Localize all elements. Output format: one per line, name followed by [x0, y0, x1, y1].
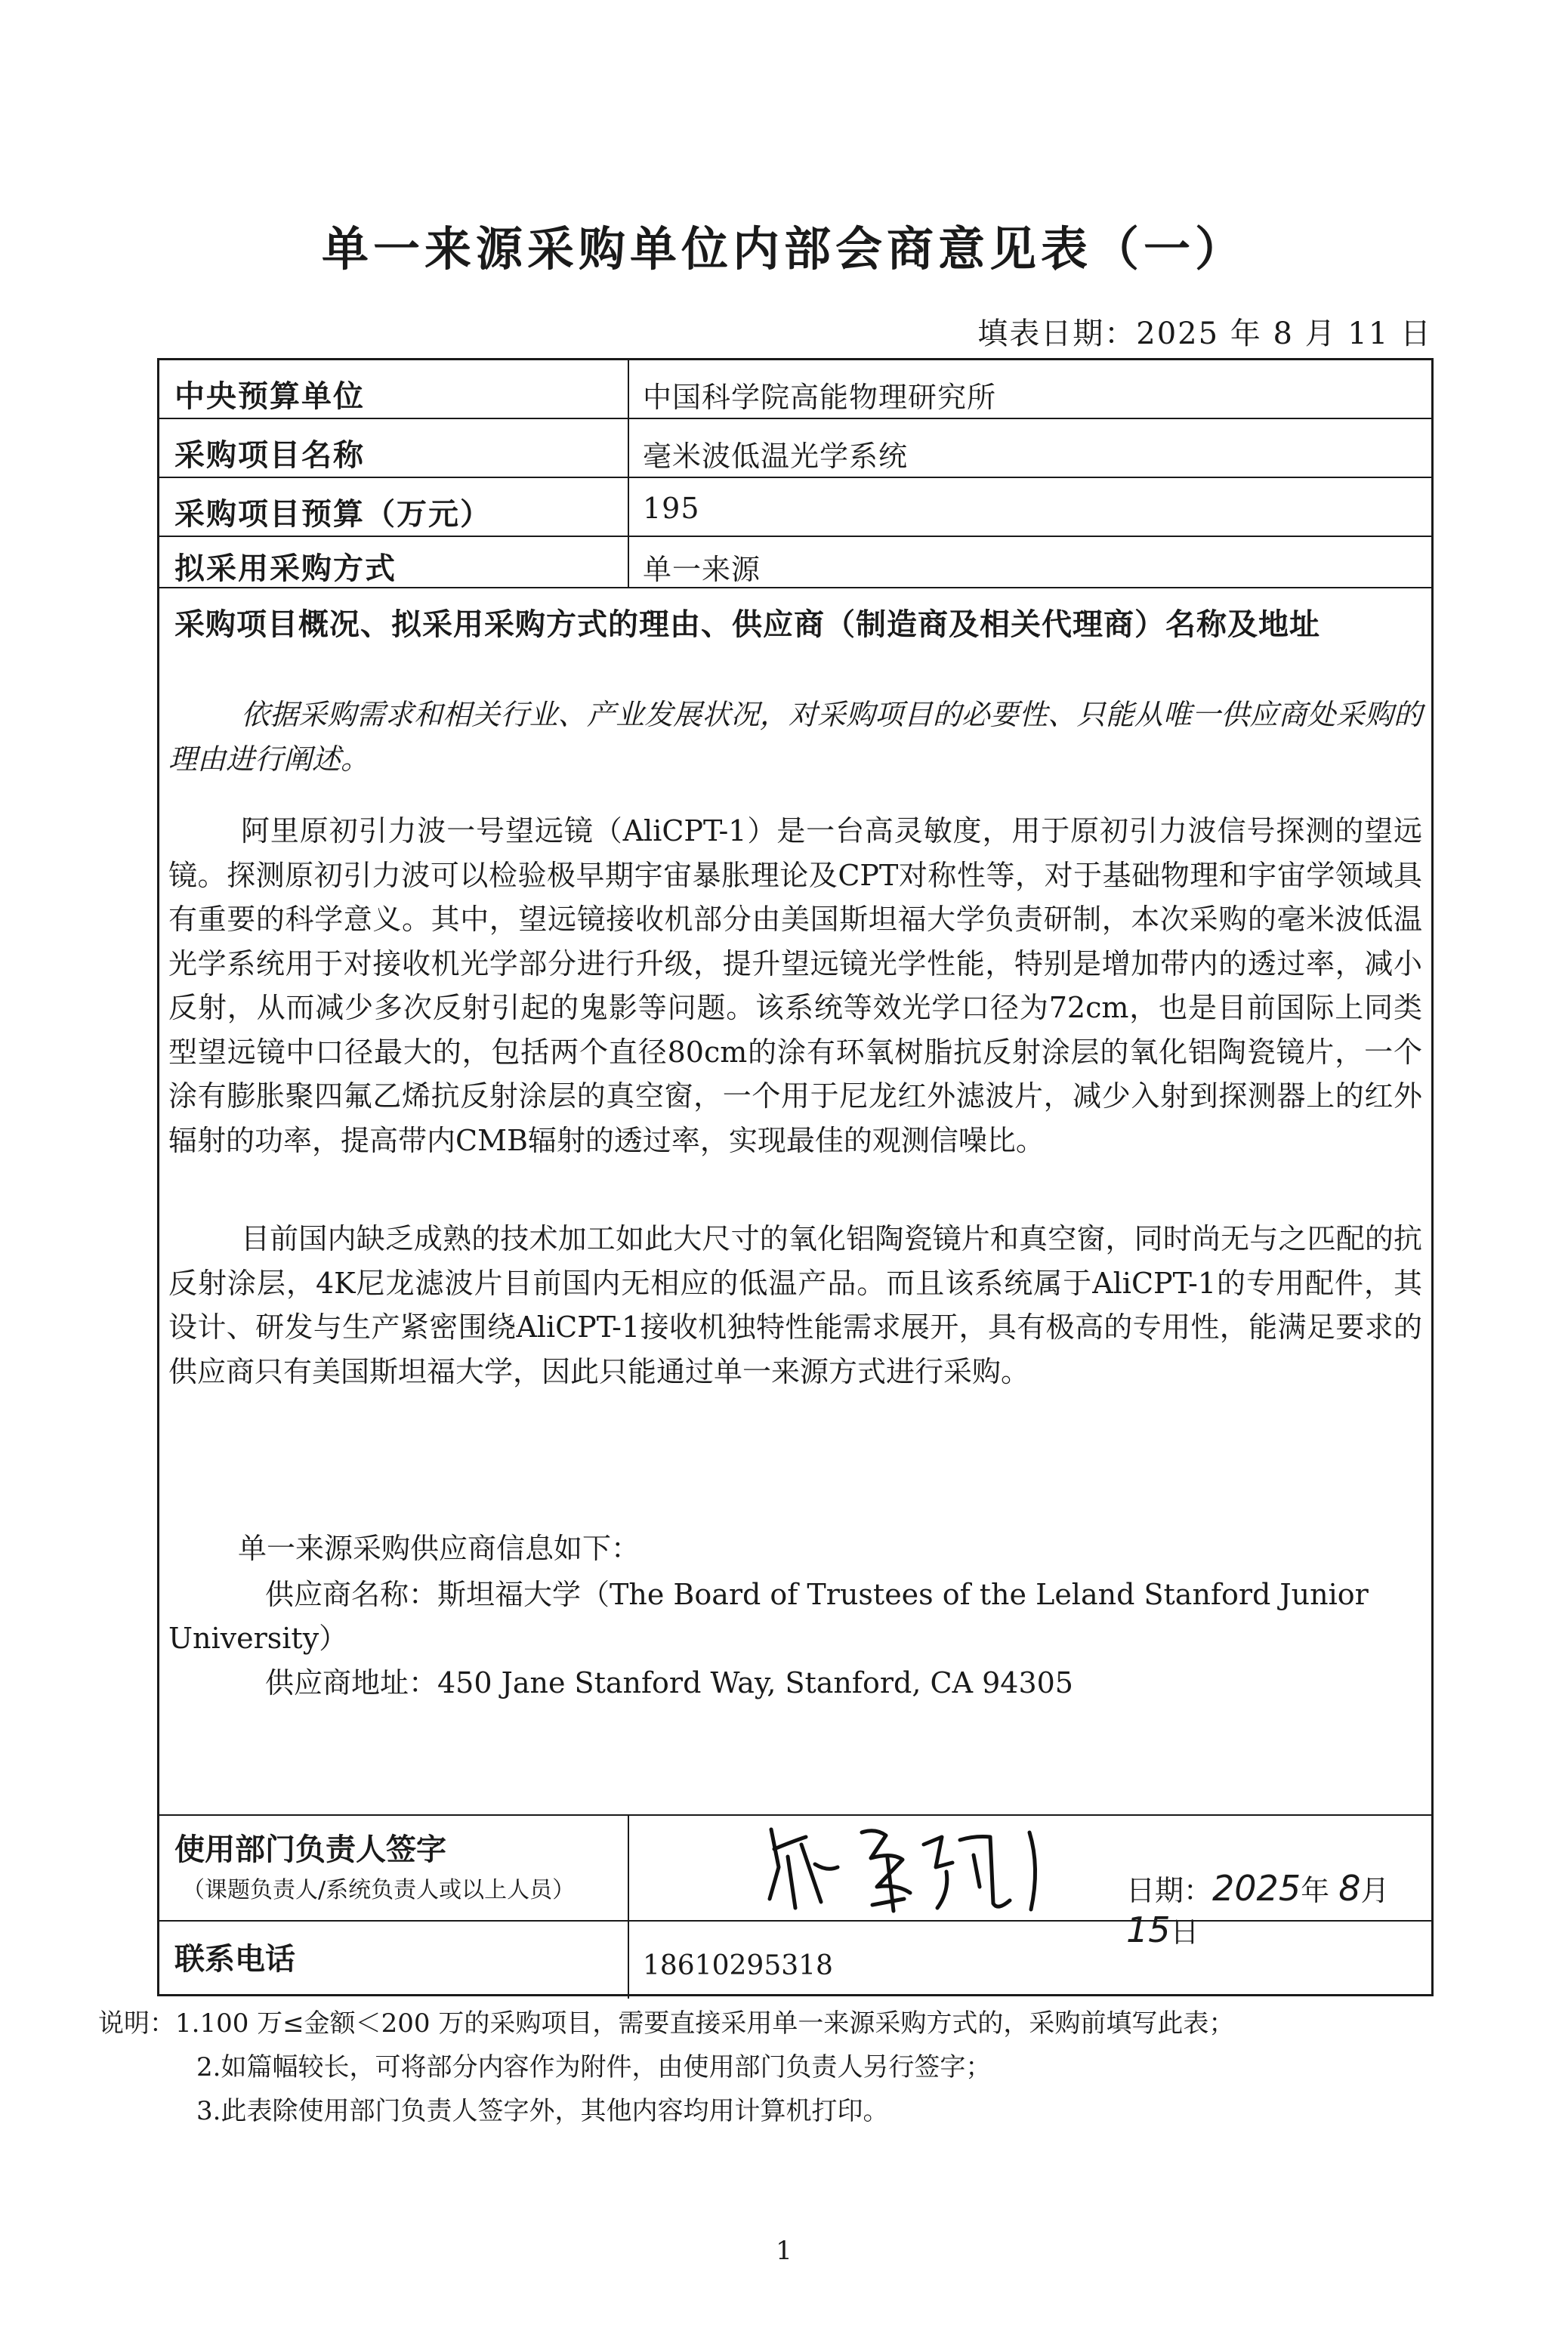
handwritten-signature [749, 1814, 1066, 1920]
page-number: 1 [776, 2236, 792, 2266]
section-title: 采购项目概况、拟采用采购方式的理由、供应商（制造商及相关代理商）名称及地址 [174, 607, 1320, 642]
note-1: 说明：1.100 万≤金额＜200 万的采购项目，需要直接采用单一来源采购方式的，采购前填写此表； [98, 2008, 1235, 2039]
form-table [157, 358, 1434, 1996]
column-divider [628, 360, 629, 587]
supplier-intro: 单一来源采购供应商信息如下： [238, 1532, 640, 1565]
date-month-unit: 月 [1360, 1874, 1390, 1907]
supplier-name: 供应商名称：斯坦福大学（The Board of Trustees of the Leland Stanford Junior [265, 1578, 1369, 1611]
instruction-paragraph: 依据采购需求和相关行业、产业发展状况，对采购项目的必要性、只能从唯一供应商处采购的理由进行阐述。 [168, 698, 1422, 776]
note-2: 2.如篇幅较长，可将部分内容作为附件，由使用部门负责人另行签字； [196, 2052, 992, 2082]
phone-value: 18610295318 [643, 1950, 833, 1981]
column-divider [628, 1814, 629, 1999]
document-title: 单一来源采购单位内部会商意见表（一） [321, 221, 1246, 276]
signature-label: 使用部门负责人签字 [174, 1832, 446, 1867]
field-value-budget: 195 [643, 492, 700, 525]
signature-sublabel: （课题负责人/系统负责人或以上人员） [182, 1877, 576, 1903]
supplier-name-continued: University） [168, 1622, 348, 1655]
field-value-project-name: 毫米波低温光学系统 [643, 440, 909, 473]
phone-label: 联系电话 [174, 1942, 295, 1977]
field-label-budget-unit: 中央预算单位 [174, 379, 365, 414]
date-year: 2025 [1212, 1868, 1301, 1909]
field-value-method: 单一来源 [643, 553, 761, 586]
body-paragraph: 目前国内缺乏成熟的技术加工如此大尺寸的氧化铝陶瓷镜片和真空窗，同时尚无与之匹配的抗反射涂层，4K尼龙滤波片目前国内无相应的低温产品。而且该系统属于AliCPT-1的专用配件，其设计、研发与生产紧密围绕AliCPT-1接收机独特性能需求展开，具有极高的专用性，能满足要求的供应商只有美国斯坦福大学，因此只能通过单一来源方式进行采购。 [168, 1222, 1422, 1388]
date-year-unit: 年 [1301, 1874, 1330, 1907]
row-divider [159, 477, 1431, 478]
fill-date: 填表日期：2025 年 8 月 11 日 [977, 316, 1432, 351]
row-divider [159, 418, 1431, 419]
date-day-unit: 日 [1170, 1916, 1199, 1949]
date-day: 15 [1126, 1909, 1171, 1950]
notes [98, 2002, 1234, 2133]
field-label-project-name: 采购项目名称 [174, 438, 365, 473]
field-label-budget: 采购项目预算（万元） [174, 497, 492, 532]
field-label-method: 拟采用采购方式 [174, 551, 397, 586]
field-value-budget-unit: 中国科学院高能物理研究所 [643, 381, 997, 414]
row-divider [159, 536, 1431, 537]
date-month: 8 [1338, 1868, 1361, 1909]
body-paragraph: 阿里原初引力波一号望远镜（AliCPT-1）是一台高灵敏度，用于原初引力波信号探测的望远镜。探测原初引力波可以检验极早期宇宙暴胀理论及CPT对称性等，对于基础物理和宇宙学领域具有重要的科学意义。其中，望远镜接收机部分由美国斯坦福大学负责研制，本次采购的毫米波低温光学系统用于对接收机光学部分进行升级，提升望远镜光学性能，特别是增加带内的透过率，减小反射，从而减少多次反射引起的鬼影等问题。该系统等效光学口径为72cm，也是目前国际上同类型望远镜中口径最大的，包括两个直径80cm的涂有环氧树脂抗反射涂层的氧化铝陶瓷镜片，一个涂有膨胀聚四氟乙烯抗反射涂层的真空窗，一个用于尼龙红外滤波片，减少入射到探测器上的红外辐射的功率，提高带内CMB辐射的透过率，实现最佳的观测信噪比。 [168, 814, 1422, 1157]
date-prefix: 日期： [1126, 1874, 1213, 1907]
supplier-address: 供应商地址：450 Jane Stanford Way, Stanford, CA 94305 [265, 1666, 1073, 1699]
note-3: 3.此表除使用部门负责人签字外，其他内容均用计算机打印。 [196, 2096, 889, 2126]
signature-date [1126, 1867, 1431, 1950]
